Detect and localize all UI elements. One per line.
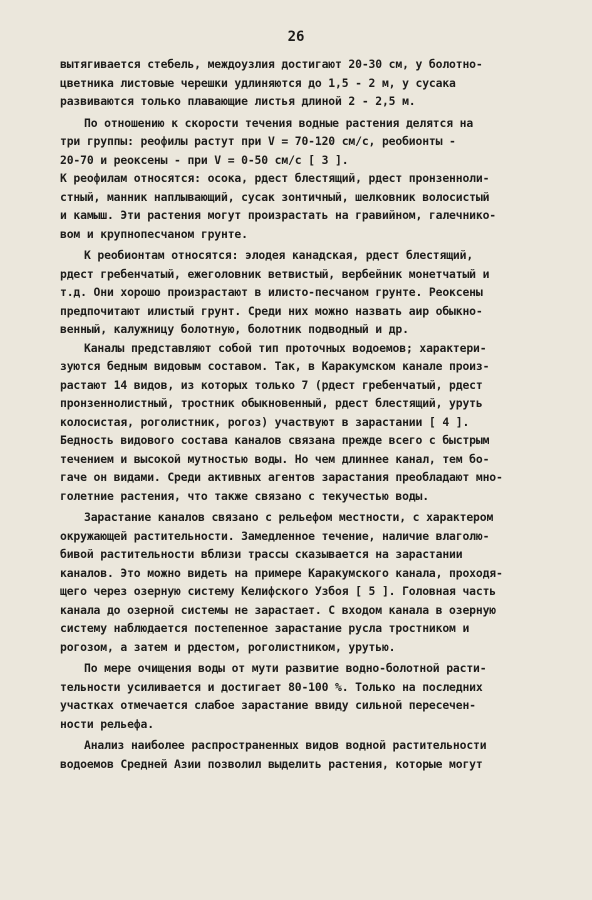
text-line: щего через озерную систему Келифского Узбоя [ 5 ]. Головная часть <box>60 584 497 598</box>
text-line: участках отмечается слабое зарастание ввиду сильной пересечен- <box>60 698 476 712</box>
text-line: вытягивается стебель, междоузлия достигают 20-30 см, у болотно- <box>60 57 483 71</box>
text-line: канала до озерной системы не зарастает. С входом канала в озерную <box>60 602 497 617</box>
text-line: окружающей растительности. Замедленное течение, наличие влаголю- <box>60 528 490 543</box>
text-line: венный, калужницу болотную, болотник подводный и др. <box>60 322 409 336</box>
text-line: 20-70 и реоксены - при V = 0-50 см/с [ 3 ]. <box>60 152 349 167</box>
text-line: пронзеннолистный, тростник обыкновенный, рдест блестящий, уруть <box>60 396 483 410</box>
text-line: каналов. Это можно видеть на примере Каракумского канала, проходя- <box>60 565 503 580</box>
text-line: Бедность видового состава каналов связана прежде всего с быстрым <box>60 433 490 447</box>
text-line: развиваются только плавающие листья длиной 2 - 2,5 м. <box>60 94 416 108</box>
text-line: голетние растения, что также связано с текучестью воды. <box>60 488 429 503</box>
body-text <box>60 55 530 773</box>
text-line: Зарастание каналов связано с рельефом местности, с характером <box>84 510 494 524</box>
text-line: ности рельефа. <box>60 716 154 731</box>
text-line: бивой растительности вблизи трассы сказывается на зарастании <box>60 547 463 561</box>
text-line: водоемов Средней Азии позволил выделить растения, которые могут <box>60 756 483 771</box>
text-line: три группы: реофилы растут при V = 70-120 см/с, реобионты - <box>60 134 456 148</box>
text-line: течением и высокой мутностью воды. Но чем длиннее канал, тем бо- <box>60 451 490 466</box>
text-line: и камыш. Эти растения могут произрастать на гравийном, галечнико- <box>60 208 497 222</box>
text-line: систему наблюдается постепенное зарастание русла тростником и <box>60 621 470 635</box>
text-line: вом и крупнопесчаном грунте. <box>60 226 248 241</box>
text-line: предпочитают илистый грунт. Среди них можно назвать аир обыкно- <box>60 303 483 318</box>
text-line: К реофилам относятся: осока, рдест блестящий, рдест пронзеннoли- <box>60 171 490 185</box>
text-line: гаче он видами. Среди активных агентов зарастания преобладают мно- <box>60 470 503 484</box>
text-line: т.д. Они хорошо произрастают в илисто-песчаном грунте. Реоксены <box>60 285 483 299</box>
text-line: Каналы представляют собой тип проточных водоемов; характери- <box>84 340 487 355</box>
text-line: Анализ наиболее распространенных видов водной растительности <box>84 738 487 752</box>
text-line: зуются бедным видовым составом. Так, в Каракумском канале произ- <box>60 359 490 373</box>
text-line: цветника листовые черешки удлиняются до 1,5 - 2 м, у сусака <box>60 75 456 90</box>
text-line: По мере очищения воды от мути развитие водно-болотной расти- <box>84 661 487 675</box>
text-line: К реобионтам относятся: элодея канадская, рдест блестящий, <box>84 248 474 262</box>
text-line: растают 14 видов, из которых только 7 (рдест гребенчатый, рдест <box>60 377 483 392</box>
text-line: тельности усиливается и достигает 80-100 %. Только на последних <box>60 679 483 694</box>
text-line: рогозом, а затем и рдестом, роголистником, урутью. <box>60 639 396 654</box>
text-line: По отношению к скорости течения водные растения делятся на <box>84 115 474 130</box>
text-line: колосистая, роголистник, рогоз) участвуют в зарастании [ 4 ]. <box>60 414 470 429</box>
text-line: рдест гребенчатый, ежеголовник ветвистый, вербейник монетчатый и <box>60 266 490 281</box>
page-number: 26 <box>287 29 305 45</box>
text-line: стный, манник наплывающий, сусак зонтичный, шелковник волосистый <box>60 189 490 204</box>
